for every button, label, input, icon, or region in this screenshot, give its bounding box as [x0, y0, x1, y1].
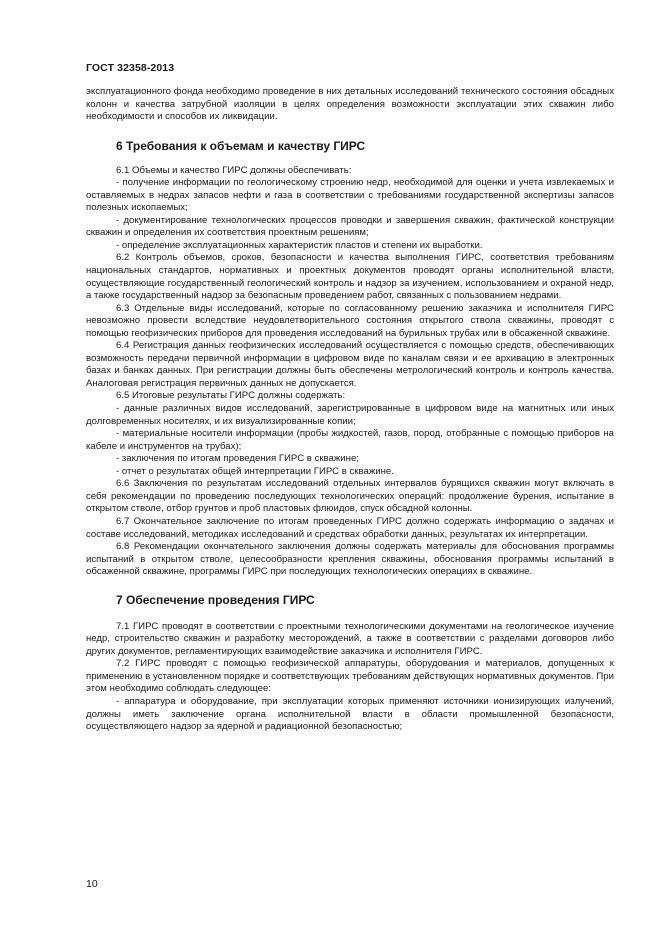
paragraph-6-1: 6.1 Объемы и качество ГИРС должны обеспечивать:	[116, 164, 352, 176]
paragraph-6-8: 6.8 Рекомендации окончательного заключения должны содержать материалы для обоснования программы испытаний в открытом стволе, целесообразности крепления скважины, обоснования программы испытаний в обсаженной скважине, программы ГИРС при последующих технологических операциях в скважине.	[86, 541, 614, 578]
paragraph-6-4: 6.4 Регистрация данных геофизических исследований осуществляется с помощью средств, обеспечивающих возможность передачи первичной информации в цифровом виде по каналам связи и ее архивацию в электронных базах и банках данных. При регистрации должны быть обеспечены метрологический контроль и контроль качества. Аналоговая регистрация первичных данных не допускается.	[86, 340, 614, 389]
paragraph-6-2: 6.2 Контроль объемов, сроков, безопасности и качества выполнения ГИРС, соответствия требованиям национальных стандартов, нормативных и проектных документов проводят органы исполнительной власти, осуществляющие государственный геологический контроль и надзор за изучением, использованием и охраной недр, а также государственный надзор за безопасным проведением работ, связанных с пользованием недрами.	[86, 252, 614, 302]
list-item: - аппаратура и оборудование, при эксплуатации которых применяют источники ионизирующих излучений, должны иметь заключение органа исполнительной власти в области промышленной безопасности, осуществляющего надзор за ядерной и радиационной безопасностью;	[86, 695, 614, 733]
paragraph-7-1: 7.1 ГИРС проводят в соответствии с проектными технологическими документами на геологическое изучение недр, строительство скважин и разработку месторождений, а также в соответствии с разделами договоров либо других документов, регламентирующих взаимодействие заказчика и исполнителя ГИРС.	[86, 620, 614, 657]
paragraph-6-3: 6.3 Отдельные виды исследований, которые по согласованному решению заказчика и исполнителя ГИРС невозможно провести вследствие неудовлетворительного состояния открытого ствола скважины, проводят с помощью геофизических приборов для проведения исследований на бурильных трубах или в обсаженной скважине.	[86, 302, 614, 339]
list-item: - материальные носители информации (пробы жидкостей, газов, пород, отобранные с помощью приборов на кабеле и инструментов на трубах);	[86, 428, 614, 452]
page-number: 10	[86, 878, 98, 890]
list-item: - получение информации по геологическому строению недр, необходимой для оценки и учета извлекаемых и оставляемых в недрах запасов нефти и газа в соответствии с требованиями государственной экспертизы запасов полезных ископаемых;	[86, 177, 614, 214]
list-item: - заключения по итогам проведения ГИРС в скважине;	[116, 453, 359, 465]
list-item: - документирование технологических процессов проводки и завершения скважин, фактической конструкции скважин и определения их соответствия проектным решениям;	[86, 214, 614, 239]
paragraph-7-2: 7.2 ГИРС проводят с помощью геофизической аппаратуры, оборудования и материалов, допущенных к применению в установленном порядке и соответствующих требованиям действующих нормативных документов. При этом необходимо соблюдать следующее:	[86, 658, 614, 695]
list-item: - отчет о результатах общей интерпретации ГИРС в скважине.	[116, 465, 394, 477]
list-item: - данные различных видов исследований, зарегистрированные в цифровом виде на магнитных или иных долговременных носителях, и их визуализированные копии;	[86, 403, 614, 427]
list-item: - определение эксплуатационных характеристик пластов и степени их выработки.	[116, 239, 483, 251]
paragraph-6-7: 6.7 Окончательное заключение по итогам проведенных ГИРС должно содержать информацию о задачах и составе исследований, методиках исследований и средствах обработки данных, результатах их интерпретации.	[86, 515, 614, 540]
paragraph-6-6: 6.6 Заключения по результатам исследований отдельных интервалов бурящихся скважин могут включать в себя рекомендации по проведению последующих технологических операций: продолжение бурения, испытание в открытом стволе, отбор грунтов и проб пластовых флюидов, спуск обсадной колонны.	[86, 478, 614, 515]
document-code-header: ГОСТ 32358-2013	[86, 62, 175, 74]
section-6-title: 6 Требования к объемам и качеству ГИРС	[116, 138, 366, 153]
page-content	[86, 86, 614, 734]
paragraph-6-5: 6.5 Итоговые результаты ГИРС должны содержать:	[116, 390, 346, 402]
intro-paragraph: эксплуатационного фонда необходимо проведение в них детальных исследований технического состояния обсадных колонн и качества затрубной изоляции в целях определения возможности эксплуатации этих скважин либо необходимости и способов их ликвидации.	[86, 86, 614, 123]
section-7-title: 7 Обеспечение проведения ГИРС	[116, 592, 315, 607]
